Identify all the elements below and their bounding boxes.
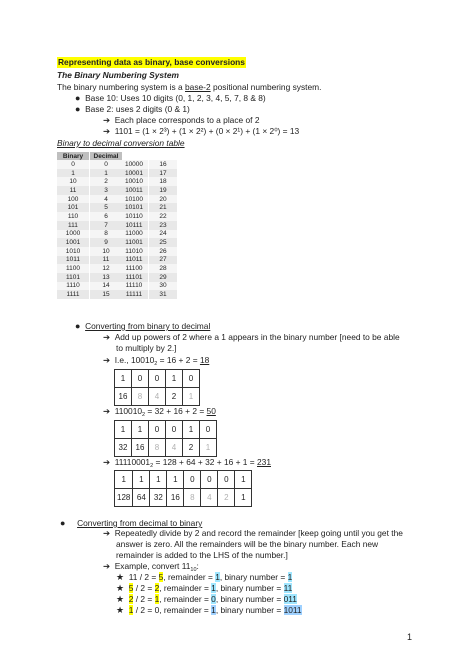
arrow-icon: ➔ xyxy=(103,406,111,416)
binary-cell: 111 xyxy=(57,221,90,230)
place-value-cell: 2 xyxy=(218,489,235,507)
binary-cell: 11010 xyxy=(120,247,149,256)
remainder: 1 xyxy=(211,605,216,615)
decimal-cell: 30 xyxy=(149,282,178,291)
arrow-icon: ➔ xyxy=(103,332,111,342)
step-text-cont: answer is zero. All the remainders will be the binary number. Each new xyxy=(116,539,379,549)
list-item xyxy=(103,528,403,539)
remainder: 1 xyxy=(215,572,220,582)
ex-text: 11110001 xyxy=(114,457,151,467)
example-3-line xyxy=(103,457,271,468)
decimal-cell: 25 xyxy=(149,238,178,247)
table-row xyxy=(57,221,122,230)
place-value-cell: 128 xyxy=(115,489,133,507)
decimal-cell: 22 xyxy=(149,212,178,221)
digit-cell: 0 xyxy=(184,471,201,489)
page-number: 1 xyxy=(406,632,412,642)
decimal-cell: 9 xyxy=(90,238,123,247)
digit-cell: 1 xyxy=(115,421,132,439)
ex-text: = 32 + 16 + 2 = xyxy=(145,406,207,416)
decimal-cell: 17 xyxy=(149,169,178,178)
step-text: , binary number = xyxy=(215,605,284,615)
example-2-line xyxy=(103,406,216,417)
binary-result: 1 xyxy=(287,572,293,582)
table-row xyxy=(120,177,177,186)
list-item xyxy=(103,561,199,572)
table-row xyxy=(120,160,177,169)
decimal-cell: 4 xyxy=(90,195,123,204)
table-row xyxy=(57,160,122,169)
table-row xyxy=(57,177,122,186)
digit-row xyxy=(115,370,200,388)
list-item xyxy=(75,93,266,104)
list-item xyxy=(75,321,210,332)
base2-text: Base 2: uses 2 digits (0 & 1) xyxy=(85,104,190,114)
binary-cell: 10111 xyxy=(120,221,149,230)
place-value-cell: 2 xyxy=(183,439,200,457)
place-value-cell: 8 xyxy=(184,489,201,507)
table-row xyxy=(120,290,177,299)
digit-cell: 1 xyxy=(167,471,184,489)
dividend: 1 xyxy=(128,605,134,615)
quotient: 2 xyxy=(154,583,160,593)
place-value-cell: 8 xyxy=(149,439,166,457)
place-value-cell: 1 xyxy=(183,388,200,406)
ex-sub: 2 xyxy=(142,412,146,418)
binary-cell: 10100 xyxy=(120,195,149,204)
binary-cell: 11001 xyxy=(120,238,149,247)
table-row xyxy=(57,290,122,299)
binary-cell: 1110 xyxy=(57,282,90,291)
conversion-table-left xyxy=(57,152,122,299)
list-item xyxy=(103,332,400,343)
digit-cell: 0 xyxy=(166,421,183,439)
intro-text: The binary numbering system is a xyxy=(57,82,186,92)
ex-result: 231 xyxy=(257,457,271,467)
place-value-cell: 4 xyxy=(166,439,183,457)
place-value-cell: 4 xyxy=(149,388,166,406)
table-row xyxy=(57,169,122,178)
digit-cell: 1 xyxy=(235,471,252,489)
col-header-binary: Binary xyxy=(57,152,90,160)
binary-cell: 10001 xyxy=(120,169,149,178)
col-header-decimal: Decimal xyxy=(90,152,123,160)
decimal-cell: 10 xyxy=(90,247,123,256)
example-text: Example, convert 11 xyxy=(114,561,191,571)
decimal-cell: 3 xyxy=(90,186,123,195)
digit-cell: 0 xyxy=(149,370,166,388)
digit-cell: 1 xyxy=(115,471,133,489)
ex-result: 18 xyxy=(199,355,210,365)
table-row xyxy=(120,282,177,291)
digit-grid-1 xyxy=(114,369,200,406)
bullet-icon: ● xyxy=(75,321,81,331)
digit-cell: 0 xyxy=(218,471,235,489)
decimal-cell: 27 xyxy=(149,256,178,265)
step-text: , binary number = xyxy=(215,594,284,604)
table-row xyxy=(120,256,177,265)
step-text: , remainder = xyxy=(159,594,212,604)
binary-cell: 11100 xyxy=(120,264,149,273)
binary-cell: 11111 xyxy=(120,290,149,299)
decimal-cell: 7 xyxy=(90,221,123,230)
decimal-cell: 13 xyxy=(90,273,123,282)
step-text: / 2 = 0, remainder = xyxy=(133,605,212,615)
arrow-icon: ➔ xyxy=(103,126,111,136)
binary-cell: 1101 xyxy=(57,273,90,282)
table-row xyxy=(120,230,177,239)
decimal-cell: 11 xyxy=(90,256,123,265)
digit-cell: 0 xyxy=(183,370,200,388)
table-caption: Binary to decimal conversion table xyxy=(57,138,185,148)
place-value-cell: 2 xyxy=(166,388,183,406)
arrow-icon: ➔ xyxy=(103,561,111,571)
table-row xyxy=(120,195,177,204)
table-row xyxy=(120,203,177,212)
division-step-3 xyxy=(116,594,297,605)
decimal-cell: 8 xyxy=(90,230,123,239)
decimal-cell: 31 xyxy=(149,290,178,299)
table-row xyxy=(120,238,177,247)
digit-row xyxy=(115,471,252,489)
table-row xyxy=(120,247,177,256)
example-1-line xyxy=(103,355,209,366)
decimal-cell: 26 xyxy=(149,247,178,256)
place-value-row xyxy=(115,388,200,406)
step-text: , remainder = xyxy=(163,572,216,582)
division-step-2 xyxy=(116,583,292,594)
step-text: / 2 = xyxy=(133,583,155,593)
digit-cell: 1 xyxy=(166,370,183,388)
place-value-cell: 4 xyxy=(201,489,218,507)
ex-text: : xyxy=(196,561,199,571)
decimal-cell: 19 xyxy=(149,186,178,195)
ex-text: 110010 xyxy=(114,406,143,416)
ex-sub: 2 xyxy=(154,361,158,367)
digit-cell: 0 xyxy=(132,370,149,388)
binary-cell: 10000 xyxy=(120,160,149,169)
binary-cell: 1010 xyxy=(57,247,90,256)
table-row xyxy=(57,273,122,282)
table-row xyxy=(57,238,122,247)
star-icon: ★ xyxy=(116,572,125,582)
table-row xyxy=(120,264,177,273)
base10-text: Base 10: Uses 10 digits (0, 1, 2, 3, 4, 5, 7, 8 & 8) xyxy=(85,93,266,103)
base-2-link[interactable]: base-2 xyxy=(185,82,211,92)
list-item xyxy=(103,115,259,126)
arrow-icon: ➔ xyxy=(103,457,111,467)
example-text: 1101 = (1 × 2³) + (1 × 2²) + (0 × 2¹) + (1 × 2⁰) = 13 xyxy=(114,126,300,136)
conversion-table-right xyxy=(120,160,177,299)
arrow-icon: ➔ xyxy=(103,528,111,538)
binary-cell: 1111 xyxy=(57,290,90,299)
binary-cell: 1011 xyxy=(57,256,90,265)
step-text: Add up powers of 2 where a 1 appears in the binary number [need to be able xyxy=(114,332,400,342)
bullet-icon: ● xyxy=(75,104,81,114)
table-row xyxy=(120,212,177,221)
dividend: 2 xyxy=(128,594,134,604)
binary-cell: 101 xyxy=(57,203,90,212)
table-row xyxy=(57,247,122,256)
place-value-cell: 8 xyxy=(132,388,149,406)
decimal-cell: 28 xyxy=(149,264,178,273)
section-subtitle: The Binary Numbering System xyxy=(57,70,179,80)
star-icon: ★ xyxy=(116,583,125,593)
page-title: Representing data as binary, base conversions xyxy=(58,57,245,67)
quotient: 5 xyxy=(158,572,164,582)
table-row xyxy=(120,186,177,195)
place-value-cell: 32 xyxy=(150,489,167,507)
digit-cell: 1 xyxy=(133,471,150,489)
binary-cell: 100 xyxy=(57,195,90,204)
table-row xyxy=(57,203,122,212)
decimal-cell: 23 xyxy=(149,221,178,230)
decimal-cell: 14 xyxy=(90,282,123,291)
binary-cell: 10011 xyxy=(120,186,149,195)
table-row xyxy=(57,282,122,291)
digit-cell: 1 xyxy=(183,421,200,439)
ex-sub: 10 xyxy=(190,567,197,573)
digit-cell: 1 xyxy=(150,471,167,489)
digit-cell: 0 xyxy=(200,421,217,439)
step-text-cont: remainder is added to the LHS of the number.] xyxy=(116,550,288,560)
step-text: 11 / 2 = xyxy=(128,572,159,582)
binary-cell: 11011 xyxy=(120,256,149,265)
binary-cell: 11101 xyxy=(120,273,149,282)
table-row xyxy=(120,169,177,178)
decimal-cell: 21 xyxy=(149,203,178,212)
digit-cell: 1 xyxy=(115,370,132,388)
place-value-cell: 16 xyxy=(132,439,149,457)
bin-to-dec-heading: Converting from binary to decimal xyxy=(85,321,211,331)
ex-result: 50 xyxy=(206,406,216,416)
decimal-cell: 0 xyxy=(90,160,123,169)
binary-result: 1011 xyxy=(283,605,302,615)
place-value-cell: 32 xyxy=(115,439,132,457)
binary-cell: 10 xyxy=(57,177,90,186)
table-row xyxy=(120,273,177,282)
table-row xyxy=(57,212,122,221)
digit-cell: 0 xyxy=(149,421,166,439)
decimal-cell: 18 xyxy=(149,177,178,186)
table-row xyxy=(57,230,122,239)
list-item xyxy=(103,126,299,137)
binary-cell: 10110 xyxy=(120,212,149,221)
ex-text: = 128 + 64 + 32 + 16 + 1 = xyxy=(153,457,258,467)
place-value-row xyxy=(115,439,217,457)
binary-cell: 11000 xyxy=(120,230,149,239)
binary-cell: 11 xyxy=(57,186,90,195)
division-step-4 xyxy=(116,605,302,616)
decimal-cell: 12 xyxy=(90,264,123,273)
binary-cell: 11110 xyxy=(120,282,149,291)
intro-paragraph xyxy=(57,82,321,93)
table-row xyxy=(57,256,122,265)
binary-cell: 110 xyxy=(57,212,90,221)
star-icon: ★ xyxy=(116,594,125,604)
ex-text: I.e., 10010 xyxy=(114,355,155,365)
star-icon: ★ xyxy=(116,605,125,615)
bullet-icon: ● xyxy=(60,518,66,528)
quotient: 1 xyxy=(154,594,160,604)
arrow-icon: ➔ xyxy=(103,115,111,125)
step-text-cont: to multiply by 2.] xyxy=(116,343,177,353)
decimal-cell: 2 xyxy=(90,177,123,186)
decimal-cell: 16 xyxy=(149,160,178,169)
arrow-icon: ➔ xyxy=(103,355,111,365)
decimal-cell: 29 xyxy=(149,273,178,282)
dividend: 5 xyxy=(128,583,134,593)
table-row xyxy=(57,186,122,195)
binary-cell: 1 xyxy=(57,169,90,178)
decimal-cell: 5 xyxy=(90,203,123,212)
place-value-cell: 16 xyxy=(167,489,184,507)
division-step-1 xyxy=(116,572,292,583)
place-value-cell: 16 xyxy=(115,388,132,406)
place-value-cell: 1 xyxy=(235,489,252,507)
table-row xyxy=(57,195,122,204)
dec-to-bin-heading: Converting from decimal to binary xyxy=(77,518,203,528)
binary-cell: 0 xyxy=(57,160,90,169)
binary-cell: 10010 xyxy=(120,177,149,186)
table-row xyxy=(57,264,122,273)
digit-grid-3 xyxy=(114,470,252,507)
ex-sub: 2 xyxy=(150,463,154,469)
remainder: 0 xyxy=(211,594,216,604)
binary-cell: 1000 xyxy=(57,230,90,239)
ex-text: = 16 + 2 = xyxy=(157,355,200,365)
intro-text-end: positional numbering system. xyxy=(210,82,322,92)
step-text: , binary number = xyxy=(219,572,288,582)
binary-cell: 10101 xyxy=(120,203,149,212)
place-value-cell: 1 xyxy=(200,439,217,457)
binary-cell: 1001 xyxy=(57,238,90,247)
decimal-cell: 6 xyxy=(90,212,123,221)
digit-cell: 0 xyxy=(201,471,218,489)
binary-cell: 1100 xyxy=(57,264,90,273)
step-text: Repeatedly divide by 2 and record the remainder [keep going until you get the xyxy=(114,528,403,538)
digit-cell: 1 xyxy=(132,421,149,439)
step-text: , binary number = xyxy=(215,583,284,593)
list-item xyxy=(75,104,190,115)
decimal-cell: 20 xyxy=(149,195,178,204)
remainder: 1 xyxy=(211,583,216,593)
table-row xyxy=(120,221,177,230)
each-place-text: Each place corresponds to a place of 2 xyxy=(114,115,260,125)
decimal-cell: 1 xyxy=(90,169,123,178)
step-text: , remainder = xyxy=(159,583,212,593)
bullet-icon: ● xyxy=(75,93,81,103)
step-text: / 2 = xyxy=(133,594,155,604)
place-value-cell: 64 xyxy=(133,489,150,507)
decimal-cell: 15 xyxy=(90,290,123,299)
binary-result: 11 xyxy=(283,583,293,593)
decimal-cell: 24 xyxy=(149,230,178,239)
binary-result: 011 xyxy=(283,594,297,604)
digit-row xyxy=(115,421,217,439)
place-value-row xyxy=(115,489,252,507)
digit-grid-2 xyxy=(114,420,217,457)
